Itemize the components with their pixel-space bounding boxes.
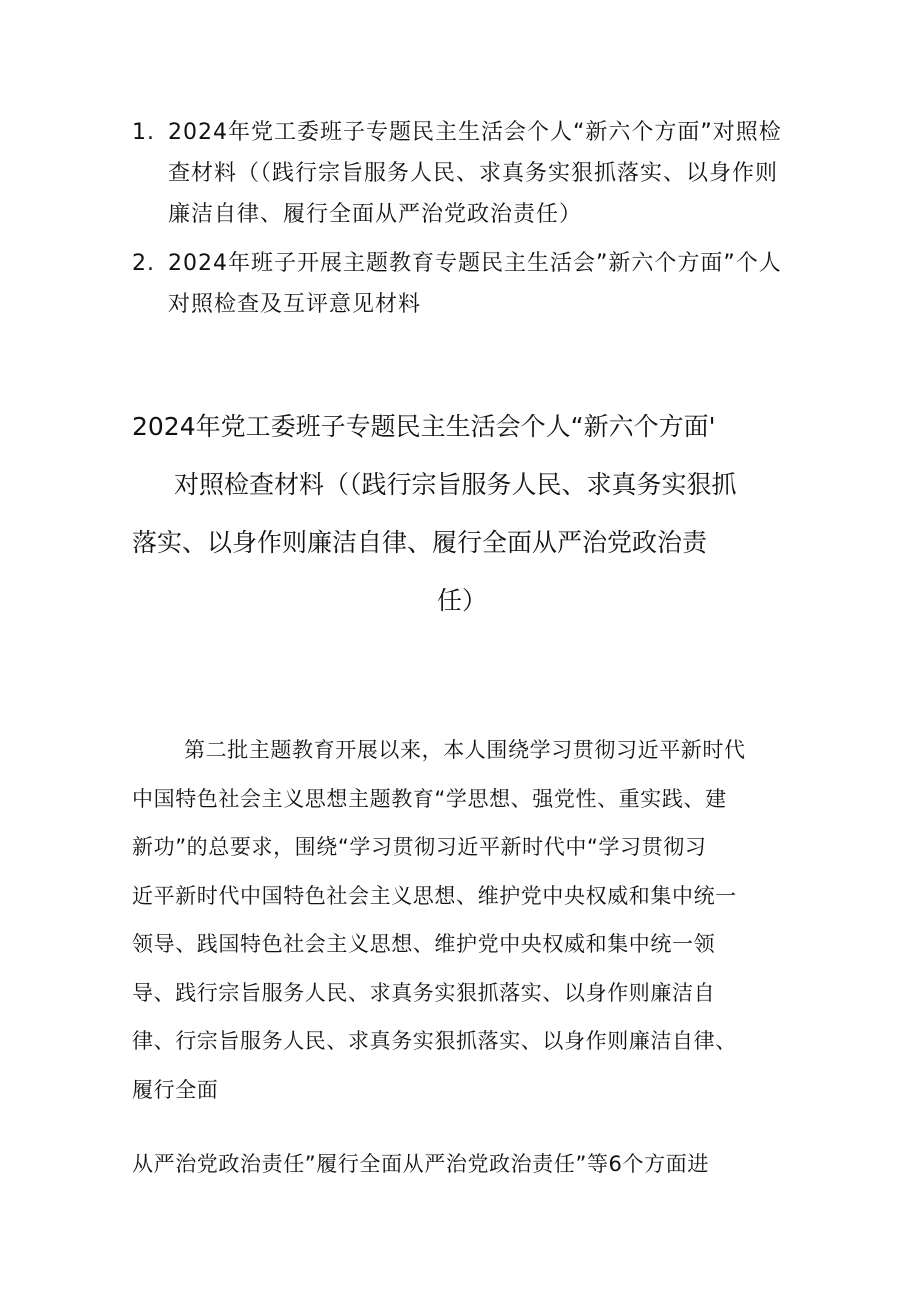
title-line: 对照检查材料（（践行宗旨服务人民、求真务实狠抓	[174, 470, 737, 499]
toc-item-text: 2024年党工委班子专题民主生活会个人“新六个方面”对照检查材料（（践行宗旨服务人民、求真务实狠抓落实、以身作则廉洁自律、履行全面从严治党政治责任）	[168, 120, 782, 227]
title-line: 任）	[436, 586, 487, 615]
body-line: 履行全面	[132, 1077, 219, 1102]
body-line: 导、践行宗旨服务人民、求真务实狠抓落实、以身作则廉洁自	[132, 980, 716, 1005]
body-line: 第二批主题教育开展以来，本人围绕学习贯彻习近平新时代	[184, 738, 746, 762]
body-line: 律、行宗旨服务人民、求真务实狠抓落实、以身作则廉洁自律、	[132, 1029, 737, 1053]
toc-item[interactable]	[132, 243, 792, 325]
title-line: 2024年党工委班子专题民主生活会个人“新六个方面'	[132, 412, 716, 441]
toc-item-number: 2.	[132, 251, 155, 276]
table-of-contents	[132, 112, 792, 333]
body-line: 新功”的总要求，围绕“学习贯彻习近平新时代中“学习贯彻习	[132, 835, 707, 859]
body-line: 近平新时代中国特色社会主义思想、维护党中央权威和集中统一	[132, 883, 737, 908]
body-line: 领导、践国特色社会主义思想、维护党中央权威和集中统一领	[132, 932, 716, 956]
document-title	[132, 398, 792, 630]
body-line: 中国特色社会主义思想主题教育“学思想、强党性、重实践、建	[132, 786, 727, 811]
toc-item[interactable]	[132, 112, 792, 235]
body-paragraph	[132, 726, 792, 1114]
title-line: 落实、以身作则廉洁自律、履行全面从严治党政治责	[132, 528, 708, 557]
toc-item-text: 2024年班子开展主题教育专题民主生活会”新六个方面”个人对照检查及互评意见材料	[168, 251, 782, 317]
body-paragraph-2: 从严治党政治责任”履行全面从严治党政治责任”等6个方面进	[132, 1152, 709, 1176]
toc-item-number: 1.	[132, 120, 155, 145]
